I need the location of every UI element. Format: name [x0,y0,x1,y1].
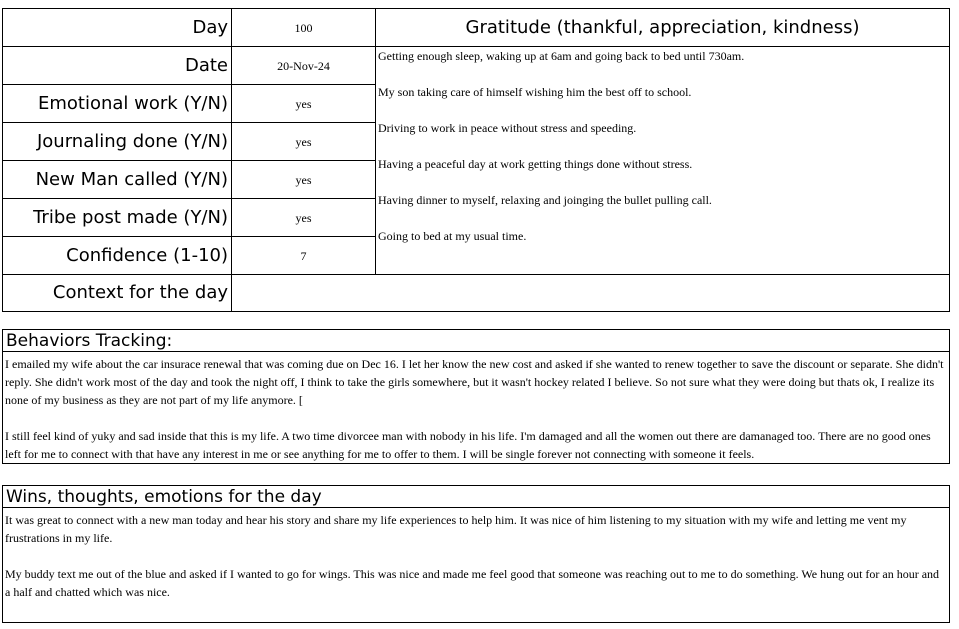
gratitude-list [375,46,950,275]
gratitude-item: Getting enough sleep, waking up at 6am and going back to bed until 730am. [378,49,745,63]
context-value-cell[interactable] [231,274,950,312]
gratitude-header [375,8,950,47]
label-text: Confidence (1-10) [66,245,228,266]
gratitude-item: Driving to work in peace without stress and speeding. [378,121,637,135]
value-text: 7 [300,249,307,263]
gratitude-item: Having a peaceful day at work getting things done without stress. [378,157,693,171]
label-emotional-work [2,84,232,123]
gratitude-item: My son taking care of himself wishing him the best off to school. [378,85,692,99]
label-text: Journaling done (Y/N) [36,131,228,152]
label-confidence [2,236,232,275]
value-text: yes [295,211,312,225]
value-text: yes [295,135,312,149]
wins-divider [3,507,949,508]
behaviors-paragraph: I still feel kind of yuky and sad inside that this is my life. A two time divorcee man with nobody in his life. I'm damaged and all the women out there are damanaged too. There are no good ones left for me to connect with that have any interest in me or see anything for me to offer to them. I will be single forever not connecting with someone it feels. [5,429,931,461]
value-tribe-post-made [231,198,376,237]
value-day [231,8,376,47]
gratitude-title: Gratitude (thankful, appreciation, kindness) [465,17,860,38]
wins-section [2,485,950,623]
label-text: Day [192,17,228,38]
wins-paragraph: It was great to connect with a new man today and hear his story and share my life experiences to help him. It was nice of him listening to my situation with my wife and letting me vent my frustrations in my life. [5,513,907,545]
label-text: Date [184,55,228,76]
gratitude-item: Having dinner to myself, relaxing and joinging the bullet pulling call. [378,193,712,207]
behaviors-paragraph: I emailed my wife about the car insurace renewal that was coming due on Dec 16. I let her know the new cost and asked if she wanted to renew together to save the discount or separate. She didn't reply. She didn't work most of the day and took the night off, I think to take the girls somewhere, but it wasn't hockey related I believe. So not sure what they were doing but thats ok, I realize its none of my business as they are not part of my life anymore. [ [5,357,944,407]
label-context [2,274,232,312]
label-day [2,8,232,47]
value-journaling-done [231,122,376,161]
wins-title: Wins, thoughts, emotions for the day [6,487,322,507]
label-text: Emotional work (Y/N) [37,93,228,114]
behaviors-title: Behaviors Tracking: [6,331,173,351]
label-date [2,46,232,85]
value-emotional-work [231,84,376,123]
label-text: New Man called (Y/N) [35,169,228,190]
wins-paragraph: My buddy text me out of the blue and asked if I wanted to go for wings. This was nice and made me feel good that someone was reaching out to me to do something. We hung out for an hour and a half and chatted which was nice. [5,567,940,599]
value-text: 20-Nov-24 [277,59,330,73]
behaviors-divider [3,351,949,352]
label-tribe-post-made [2,198,232,237]
label-text: Context for the day [52,282,228,303]
value-text: yes [295,97,312,111]
label-text: Tribe post made (Y/N) [33,207,228,228]
value-text: 100 [294,21,313,35]
label-new-man-called [2,160,232,199]
value-confidence [231,236,376,275]
label-journaling-done [2,122,232,161]
gratitude-item: Going to bed at my usual time. [378,229,527,243]
value-new-man-called [231,160,376,199]
behaviors-section [2,329,950,464]
value-date [231,46,376,85]
value-text: yes [295,173,312,187]
